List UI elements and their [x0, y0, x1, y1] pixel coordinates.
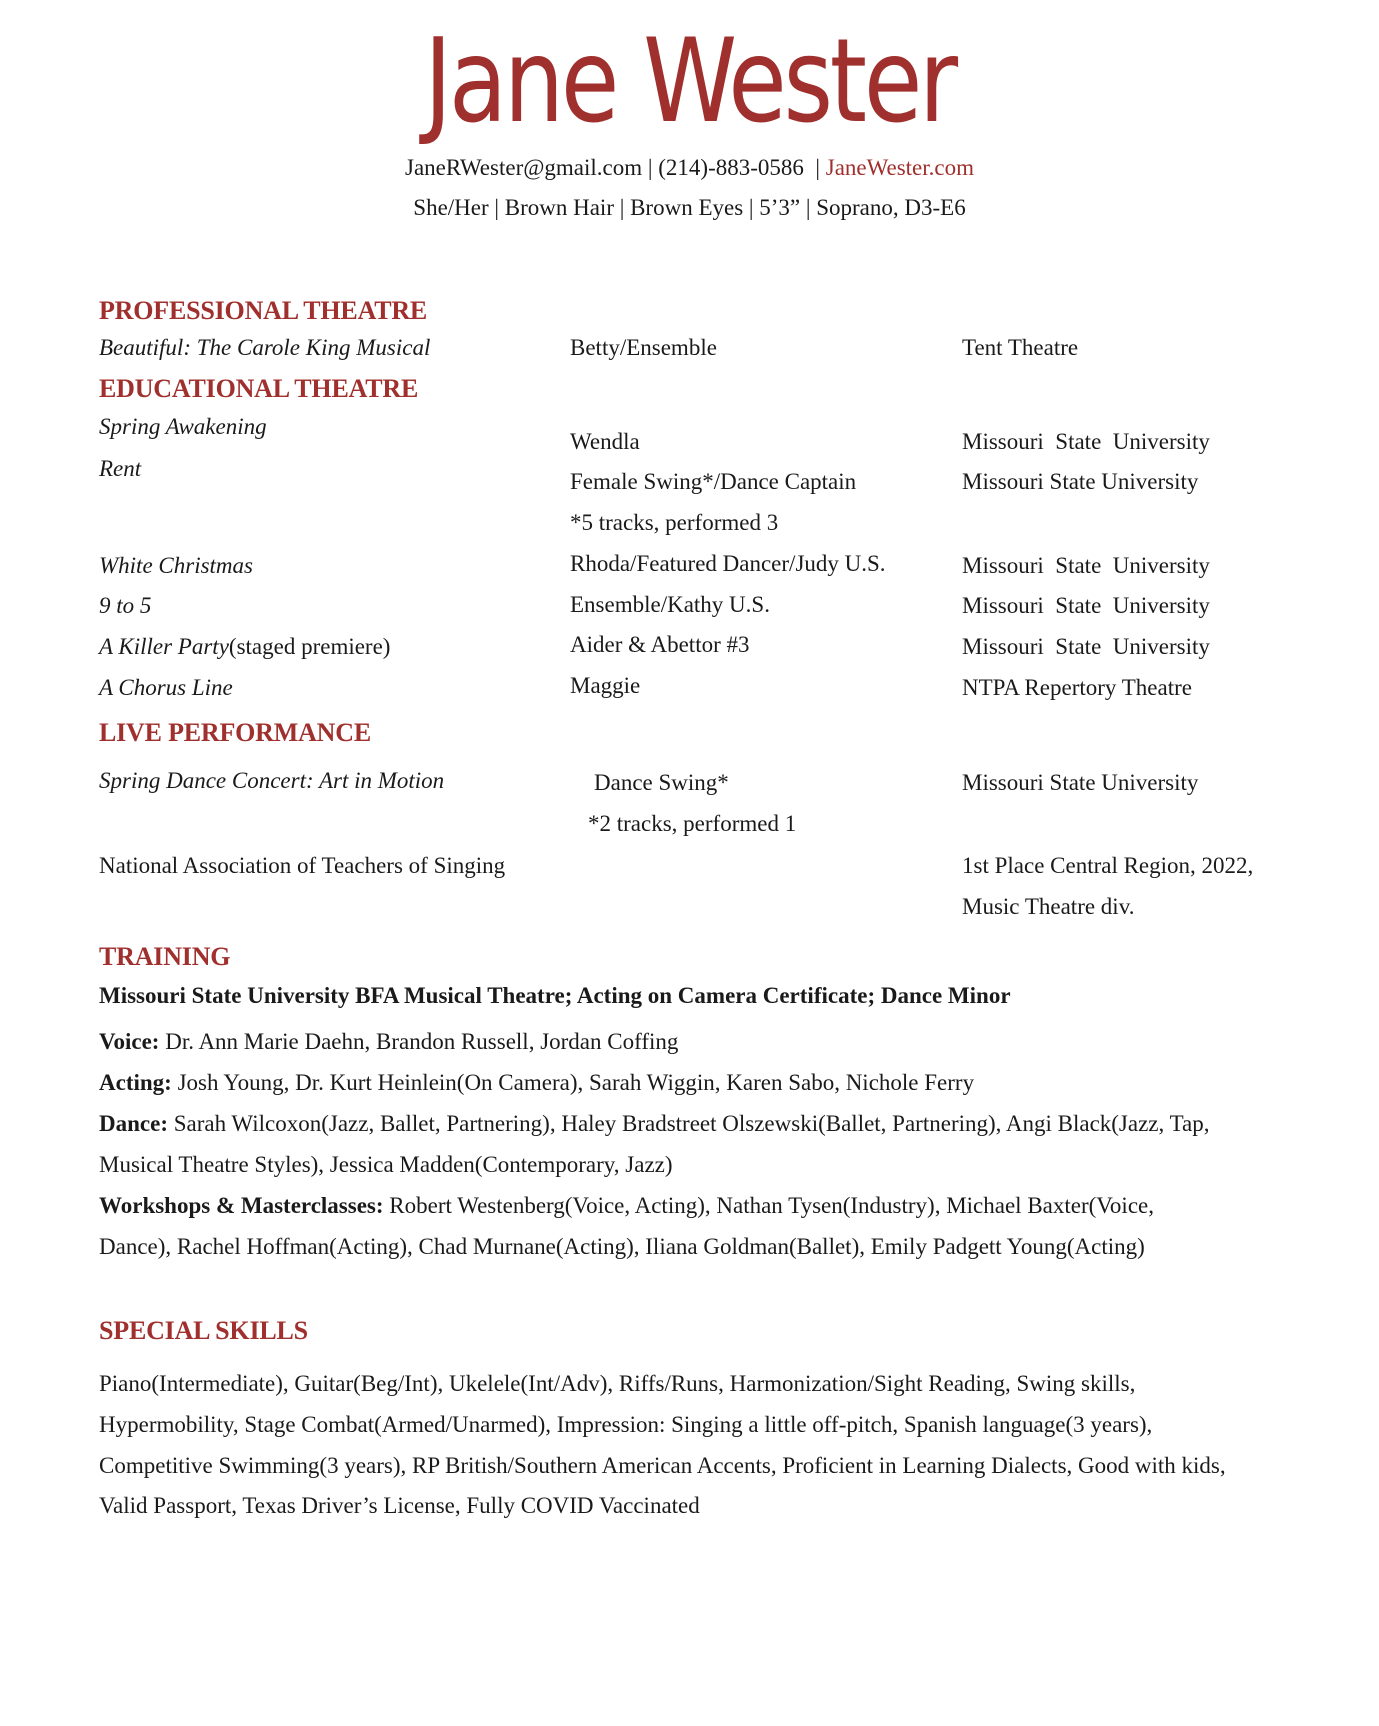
credit-show: Rent: [99, 456, 142, 481]
credit-role: Female Swing*/Dance Captain: [570, 469, 857, 494]
training-teachers: Josh Young, Dr. Kurt Heinlein(On Camera), Sarah Wiggin, Karen Sabo, Nichole Ferry: [171, 1070, 975, 1095]
training-label: Dance:: [99, 1111, 168, 1136]
credit-show: Beautiful: The Carole King Musical: [99, 335, 431, 360]
credit-role: Aider & Abettor #3: [570, 632, 750, 657]
credit-show: Spring Dance Concert: Art in Motion: [99, 768, 445, 793]
training-workshops-cont: Dance), Rachel Hoffman(Acting), Chad Murnane(Acting), Iliana Goldman(Ballet), Emily Padgett Young(Acting): [99, 1234, 1145, 1259]
credit-role: Wendla: [570, 429, 640, 454]
phone-text: (214)-883-0586: [658, 155, 804, 180]
credit-venue: Missouri State University: [962, 770, 1199, 795]
separator: |: [642, 155, 659, 180]
credit-role: Dance Swing*: [594, 770, 729, 795]
credit-show: Spring Awakening: [99, 414, 267, 439]
credit-show: 9 to 5: [99, 593, 152, 618]
training-label: Voice:: [99, 1029, 160, 1054]
training-dance: [99, 1109, 1210, 1139]
training-teachers: Dr. Ann Marie Daehn, Brandon Russell, Jordan Coffing: [159, 1029, 679, 1054]
skills-line: Competitive Swimming(3 years), RP British/Southern American Accents, Proficient in Learning Dialects, Good with kids,: [99, 1453, 1226, 1478]
training-voice: [99, 1027, 678, 1057]
training-acting: [99, 1068, 974, 1098]
website-link[interactable]: JaneWester.com: [825, 155, 974, 180]
credit-show: A Killer Party: [99, 634, 229, 659]
skills-line: Piano(Intermediate), Guitar(Beg/Int), Ukelele(Int/Adv), Riffs/Runs, Harmonization/Sight Reading, Swing skills,: [99, 1371, 1136, 1396]
credit-note: *2 tracks, performed 1: [588, 811, 797, 836]
award-division: Music Theatre div.: [962, 894, 1135, 919]
skills-line: Valid Passport, Texas Driver’s License, Fully COVID Vaccinated: [99, 1493, 700, 1518]
training-teachers: Sarah Wilcoxon(Jazz, Ballet, Partnering), Haley Bradstreet Olszewski(Ballet, Partnering), Angi Black(Jazz, Tap,: [167, 1111, 1210, 1136]
personal-details: She/Her | Brown Hair | Brown Eyes | 5’3” | Soprano, D3-E6: [413, 195, 966, 220]
training-label: Workshops & Masterclasses:: [99, 1193, 384, 1218]
training-dance-cont: Musical Theatre Styles), Jessica Madden(Contemporary, Jazz): [99, 1152, 673, 1177]
section-heading-professional-theatre: PROFESSIONAL THEATRE: [99, 296, 428, 325]
credit-venue: Missouri State University: [962, 593, 1210, 618]
credit-venue: Tent Theatre: [962, 335, 1079, 360]
credit-role: Rhoda/Featured Dancer/Judy U.S.: [570, 551, 886, 576]
credit-venue: Missouri State University: [962, 553, 1210, 578]
credit-note: *5 tracks, performed 3: [570, 510, 779, 535]
skills-line: Hypermobility, Stage Combat(Armed/Unarmed), Impression: Singing a little off-pitch, Spanish language(3 years),: [99, 1412, 1153, 1437]
award-title: 1st Place Central Region, 2022,: [962, 853, 1254, 878]
section-heading-educational-theatre: EDUCATIONAL THEATRE: [99, 374, 419, 403]
separator: |: [803, 155, 826, 180]
section-heading-training: TRAINING: [99, 942, 231, 971]
training-program: Missouri State University BFA Musical Theatre; Acting on Camera Certificate; Dance Minor: [99, 983, 1011, 1008]
credit-venue: Missouri State University: [962, 469, 1199, 494]
contact-line: [0, 153, 1379, 183]
credit-show: White Christmas: [99, 553, 253, 578]
training-teachers: Robert Westenberg(Voice, Acting), Nathan Tysen(Industry), Michael Baxter(Voice,: [383, 1193, 1154, 1218]
credit-role: Ensemble/Kathy U.S.: [570, 592, 770, 617]
credit-venue: NTPA Repertory Theatre: [962, 675, 1192, 700]
credit-role: Maggie: [570, 673, 641, 698]
credit-show-suffix: (staged premiere): [228, 634, 391, 659]
credit-show-line: [99, 632, 390, 662]
award-organization: National Association of Teachers of Singing: [99, 853, 506, 878]
credit-venue: Missouri State University: [962, 634, 1210, 659]
training-workshops: [99, 1191, 1154, 1221]
credit-role: Betty/Ensemble: [570, 335, 717, 360]
section-heading-special-skills: SPECIAL SKILLS: [99, 1316, 308, 1345]
resume-name: Jane Wester: [424, 14, 955, 149]
email-text: JaneRWester@gmail.com: [405, 155, 643, 180]
credit-show: A Chorus Line: [99, 675, 233, 700]
credit-venue: Missouri State University: [962, 429, 1210, 454]
section-heading-live-performance: LIVE PERFORMANCE: [99, 718, 371, 747]
training-label: Acting:: [99, 1070, 172, 1095]
